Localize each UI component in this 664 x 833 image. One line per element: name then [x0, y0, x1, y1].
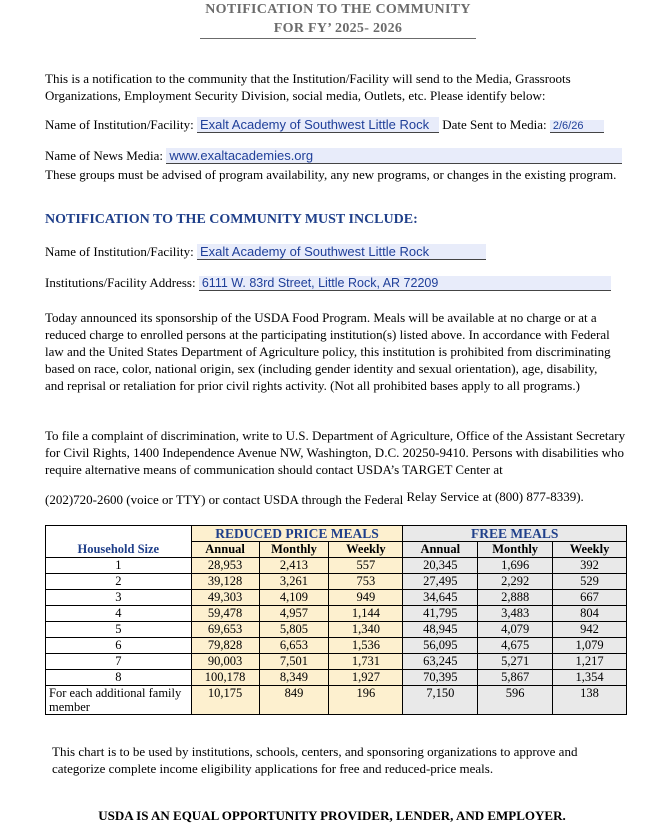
free-monthly-cell: 1,696 [478, 558, 553, 574]
free-weekly-cell: 942 [553, 622, 627, 638]
free-annual-cell: 20,345 [403, 558, 478, 574]
reduced-monthly-cell: 2,413 [259, 558, 329, 574]
column-header: Annual [191, 542, 259, 558]
free-annual-cell: 41,795 [403, 606, 478, 622]
column-header: Weekly [553, 542, 627, 558]
chart-note: This chart is to be used by institutions, schools, centers, and sponsoring organizations to approve and categorize complete income eligibility applications for free and reduced-price meals. [52, 744, 578, 776]
reduced-weekly-cell: 949 [329, 590, 403, 606]
institution-row [45, 117, 604, 133]
page-subtitle: FOR FY’ 2025- 2026 [200, 21, 476, 39]
page-title: NOTIFICATION TO THE COMMUNITY [205, 2, 471, 17]
table-row [46, 574, 627, 590]
table-row [46, 670, 627, 686]
column-header: Monthly [478, 542, 553, 558]
table-row [46, 558, 627, 574]
household-size-cell: 8 [46, 670, 192, 686]
household-size-cell: 7 [46, 654, 192, 670]
free-weekly-cell: 392 [553, 558, 627, 574]
free-annual-cell: 7,150 [403, 686, 478, 715]
reduced-monthly-cell: 849 [259, 686, 329, 715]
free-annual-cell: 27,495 [403, 574, 478, 590]
table-row [46, 590, 627, 606]
household-size-cell: 6 [46, 638, 192, 654]
reduced-weekly-cell: 557 [329, 558, 403, 574]
reduced-weekly-cell: 1,536 [329, 638, 403, 654]
reduced-price-header: REDUCED PRICE MEALS [191, 526, 403, 542]
intro-text: This is a notification to the community that the Institution/Facility will send to the Media, Grassroots Organizations, Employment Security Division, social media, Outlets, etc. Please identify below: [45, 71, 571, 103]
free-monthly-cell: 2,292 [478, 574, 553, 590]
free-monthly-cell: 2,888 [478, 590, 553, 606]
free-weekly-cell: 138 [553, 686, 627, 715]
free-annual-cell: 56,095 [403, 638, 478, 654]
free-monthly-cell: 4,079 [478, 622, 553, 638]
equal-opportunity-statement: USDA IS AN EQUAL OPPORTUNITY PROVIDER, LENDER, AND EMPLOYER. [98, 808, 566, 823]
table-row-additional [46, 686, 627, 715]
free-annual-cell: 70,395 [403, 670, 478, 686]
news-media-row [45, 148, 622, 164]
reduced-weekly-cell: 1,731 [329, 654, 403, 670]
address-row [45, 275, 611, 291]
reduced-monthly-cell: 7,501 [259, 654, 329, 670]
reduced-monthly-cell: 5,805 [259, 622, 329, 638]
household-size-cell: 5 [46, 622, 192, 638]
free-monthly-cell: 3,483 [478, 606, 553, 622]
reduced-annual-cell: 39,128 [191, 574, 259, 590]
free-monthly-cell: 596 [478, 686, 553, 715]
reduced-annual-cell: 79,828 [191, 638, 259, 654]
announcement-text: Today announced its sponsorship of the USDA Food Program. Meals will be available at no charge or at a reduced charge to enrolled persons at the participating institution(s) listed above. In accordance with Federal law and the United States Department of Agriculture policy, this institution is prohibited from discriminating based on race, color, national origin, sex (including gender identity and sexual orientation), age, disability, and reprisal or retaliation for prior civil rights activity. (Not all prohibited bases apply to all programs.) [45, 310, 611, 393]
free-weekly-cell: 1,354 [553, 670, 627, 686]
reduced-annual-cell: 49,303 [191, 590, 259, 606]
free-meals-header: FREE MEALS [403, 526, 627, 542]
institution-field[interactable]: Exalt Academy of Southwest Little Rock [197, 117, 439, 133]
free-monthly-cell: 5,271 [478, 654, 553, 670]
institution-label: Name of Institution/Facility: [45, 117, 194, 132]
address-field[interactable]: 6111 W. 83rd Street, Little Rock, AR 72209 [199, 276, 611, 291]
reduced-weekly-cell: 196 [329, 686, 403, 715]
reduced-annual-cell: 10,175 [191, 686, 259, 715]
advise-text: These groups must be advised of program availability, any new programs, or changes in the existing program. [45, 167, 617, 182]
household-size-cell: 1 [46, 558, 192, 574]
free-weekly-cell: 529 [553, 574, 627, 590]
free-weekly-cell: 1,217 [553, 654, 627, 670]
reduced-annual-cell: 59,478 [191, 606, 259, 622]
contact-line-part2: Relay Service at (800) 877-8339). [406, 489, 584, 504]
table-row [46, 638, 627, 654]
news-media-field[interactable]: www.exaltacademies.org [166, 148, 622, 164]
free-weekly-cell: 667 [553, 590, 627, 606]
contact-line [45, 489, 584, 508]
column-header: Monthly [259, 542, 329, 558]
table-row [46, 622, 627, 638]
free-weekly-cell: 804 [553, 606, 627, 622]
reduced-monthly-cell: 4,109 [259, 590, 329, 606]
free-annual-cell: 63,245 [403, 654, 478, 670]
news-media-label: Name of News Media: [45, 148, 164, 163]
reduced-annual-cell: 69,653 [191, 622, 259, 638]
date-sent-label: Date Sent to Media: [442, 117, 547, 132]
contact-line-part1: (202)720-2600 (voice or TTY) or contact USDA through the Federal [45, 492, 404, 507]
column-header: Weekly [329, 542, 403, 558]
additional-member-cell: For each additional family member [46, 686, 192, 715]
household-size-cell: 4 [46, 606, 192, 622]
column-header: Annual [403, 542, 478, 558]
address-label: Institutions/Facility Address: [45, 275, 196, 290]
free-monthly-cell: 4,675 [478, 638, 553, 654]
complaint-text: To file a complaint of discrimination, write to U.S. Department of Agriculture, Office of the Assistant Secretary for Civil Rights, 1400 Independence Avenue NW, Washington, D.C. 20250-9410. Persons with disabilities who require alternative means of communication should contact USDA’s TARGET Center at [45, 428, 626, 477]
household-size-cell: 2 [46, 574, 192, 590]
free-annual-cell: 48,945 [403, 622, 478, 638]
institution-row-2 [45, 244, 486, 260]
institution-field-2[interactable]: Exalt Academy of Southwest Little Rock [197, 244, 486, 260]
reduced-monthly-cell: 3,261 [259, 574, 329, 590]
free-annual-cell: 34,645 [403, 590, 478, 606]
reduced-weekly-cell: 1,927 [329, 670, 403, 686]
household-size-cell: 3 [46, 590, 192, 606]
reduced-annual-cell: 100,178 [191, 670, 259, 686]
reduced-monthly-cell: 8,349 [259, 670, 329, 686]
free-monthly-cell: 5,867 [478, 670, 553, 686]
reduced-monthly-cell: 4,957 [259, 606, 329, 622]
reduced-weekly-cell: 1,144 [329, 606, 403, 622]
reduced-annual-cell: 90,003 [191, 654, 259, 670]
table-row [46, 654, 627, 670]
reduced-weekly-cell: 1,340 [329, 622, 403, 638]
reduced-weekly-cell: 753 [329, 574, 403, 590]
section-heading: NOTIFICATION TO THE COMMUNITY MUST INCLUDE: [45, 212, 418, 227]
free-weekly-cell: 1,079 [553, 638, 627, 654]
date-sent-field[interactable]: 2/6/26 [550, 120, 604, 133]
institution-label-2: Name of Institution/Facility: [45, 244, 194, 259]
income-eligibility-table [45, 525, 627, 715]
table-row [46, 606, 627, 622]
reduced-monthly-cell: 6,653 [259, 638, 329, 654]
reduced-annual-cell: 28,953 [191, 558, 259, 574]
household-size-header: Household Size [46, 526, 192, 558]
